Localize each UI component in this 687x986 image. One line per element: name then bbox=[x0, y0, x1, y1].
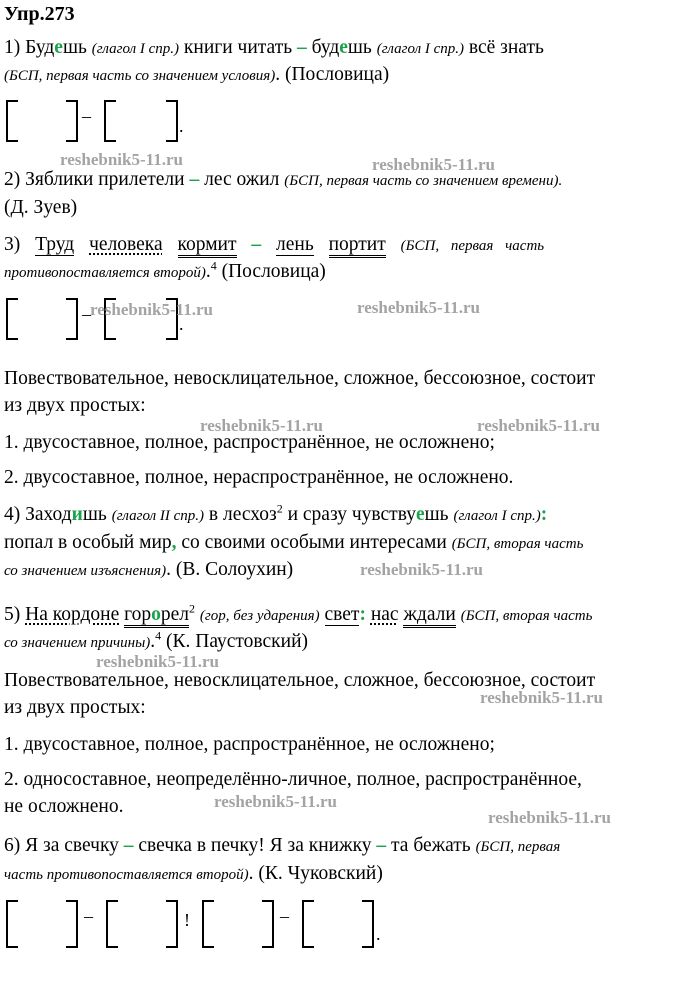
scheme-1 bbox=[4, 100, 204, 144]
scheme-exclamation: ! bbox=[184, 910, 190, 930]
watermark: reshebnik5-11.ru bbox=[480, 688, 603, 707]
sentence-6-line-1: 6) Я за свечку – свечка в печку! Я за книжку – та бежать (БСП, первая bbox=[4, 835, 561, 856]
analysis-1-part-2: 2. двусоставное, полное, нераспространённое, не осложнено. bbox=[4, 467, 514, 488]
bracket-left bbox=[202, 900, 214, 948]
analysis-1-part-1: 1. двусоставное, полное, распространённое, не осложнено; bbox=[4, 432, 495, 453]
analysis-2-line-1: Повествовательное, невосклицательное, сложное, бессоюзное, состоит bbox=[4, 670, 596, 691]
bracket-left bbox=[6, 298, 18, 340]
bracket-right bbox=[362, 900, 374, 948]
watermark: reshebnik5-11.ru bbox=[214, 792, 337, 811]
scheme-period: . bbox=[179, 314, 184, 334]
sentence-5-line-2: со значением причины).$^4$ (К. Паустовский) bbox=[4, 628, 309, 652]
sentence-4-line-1: 4) Заходишь (глагол II спр.) в лесхоз$^2$ и сразу чувствуешь (глагол I спр.): bbox=[4, 501, 548, 525]
analysis-2-part-1: 1. двусоставное, полное, распространённое, не осложнено; bbox=[4, 734, 495, 755]
bracket-right bbox=[66, 298, 78, 340]
scheme-dash: – bbox=[84, 906, 93, 926]
bracket-left bbox=[6, 900, 18, 948]
scheme-period: . bbox=[376, 924, 381, 944]
bracket-right bbox=[262, 900, 274, 948]
scheme-3 bbox=[4, 900, 404, 950]
watermark: reshebnik5-11.ru bbox=[372, 155, 495, 174]
watermark: reshebnik5-11.ru bbox=[357, 298, 480, 317]
scheme-period: . bbox=[179, 116, 184, 136]
sentence-1-line-2: (БСП, первая часть со значением условия). (Пословица) bbox=[4, 64, 390, 85]
sentence-4-line-2: попал в особый мир, со своими особыми интересами (БСП, вторая часть bbox=[4, 532, 584, 553]
watermark: reshebnik5-11.ru bbox=[477, 416, 600, 435]
sentence-3-line-1: 3) Труд человека кормит – лень портит (БСП, первая часть bbox=[4, 233, 544, 258]
bracket-right bbox=[166, 900, 178, 948]
sentence-1-line-1: 1) Будешь (глагол I спр.) книги читать – будешь (глагол I спр.) всё знать bbox=[4, 37, 544, 58]
sentence-2-line-2: (Д. Зуев) bbox=[4, 197, 78, 218]
watermark: reshebnik5-11.ru bbox=[96, 652, 219, 671]
sentence-3-line-2: противопоставляется второй).$^4$ (Пословица) bbox=[4, 258, 326, 282]
watermark: reshebnik5-11.ru bbox=[60, 150, 183, 169]
sentence-6-line-2: часть противопоставляется второй). (К. Чуковский) bbox=[4, 863, 383, 884]
scheme-dash: – bbox=[82, 106, 91, 126]
analysis-2-part-2: 2. односоставное, неопределённо-личное, полное, распространённое, bbox=[4, 769, 582, 790]
bracket-left bbox=[302, 900, 314, 948]
bracket-right bbox=[166, 100, 178, 142]
bracket-left bbox=[106, 900, 118, 948]
watermark: reshebnik5-11.ru bbox=[360, 560, 483, 579]
analysis-1-line-2: из двух простых: bbox=[4, 395, 146, 416]
bracket-left bbox=[6, 100, 18, 142]
scheme-dash: – bbox=[82, 304, 91, 324]
exercise-title: Упр.273 bbox=[4, 3, 75, 25]
watermark: reshebnik5-11.ru bbox=[90, 300, 213, 319]
bracket-right bbox=[66, 100, 78, 142]
bracket-right bbox=[66, 900, 78, 948]
analysis-1-line-1: Повествовательное, невосклицательное, сложное, бессоюзное, состоит bbox=[4, 368, 596, 389]
watermark: reshebnik5-11.ru bbox=[200, 416, 323, 435]
bracket-left bbox=[104, 100, 116, 142]
analysis-2-line-2: из двух простых: bbox=[4, 697, 146, 718]
analysis-2-part-2-cont: не осложнено. bbox=[4, 796, 124, 817]
sentence-2-line-1: 2) Зяблики прилетели – лес ожил (БСП, первая часть со значением времени). bbox=[4, 169, 563, 190]
sentence-5-line-1: 5) На кордоне горорел$^2$ (гор, без ударения) свет: нас ждали (БСП, вторая часть bbox=[4, 603, 592, 628]
scheme-dash: – bbox=[280, 906, 289, 926]
watermark: reshebnik5-11.ru bbox=[488, 808, 611, 827]
sentence-4-line-3: со значением изъяснения). (В. Солоухин) bbox=[4, 559, 294, 580]
